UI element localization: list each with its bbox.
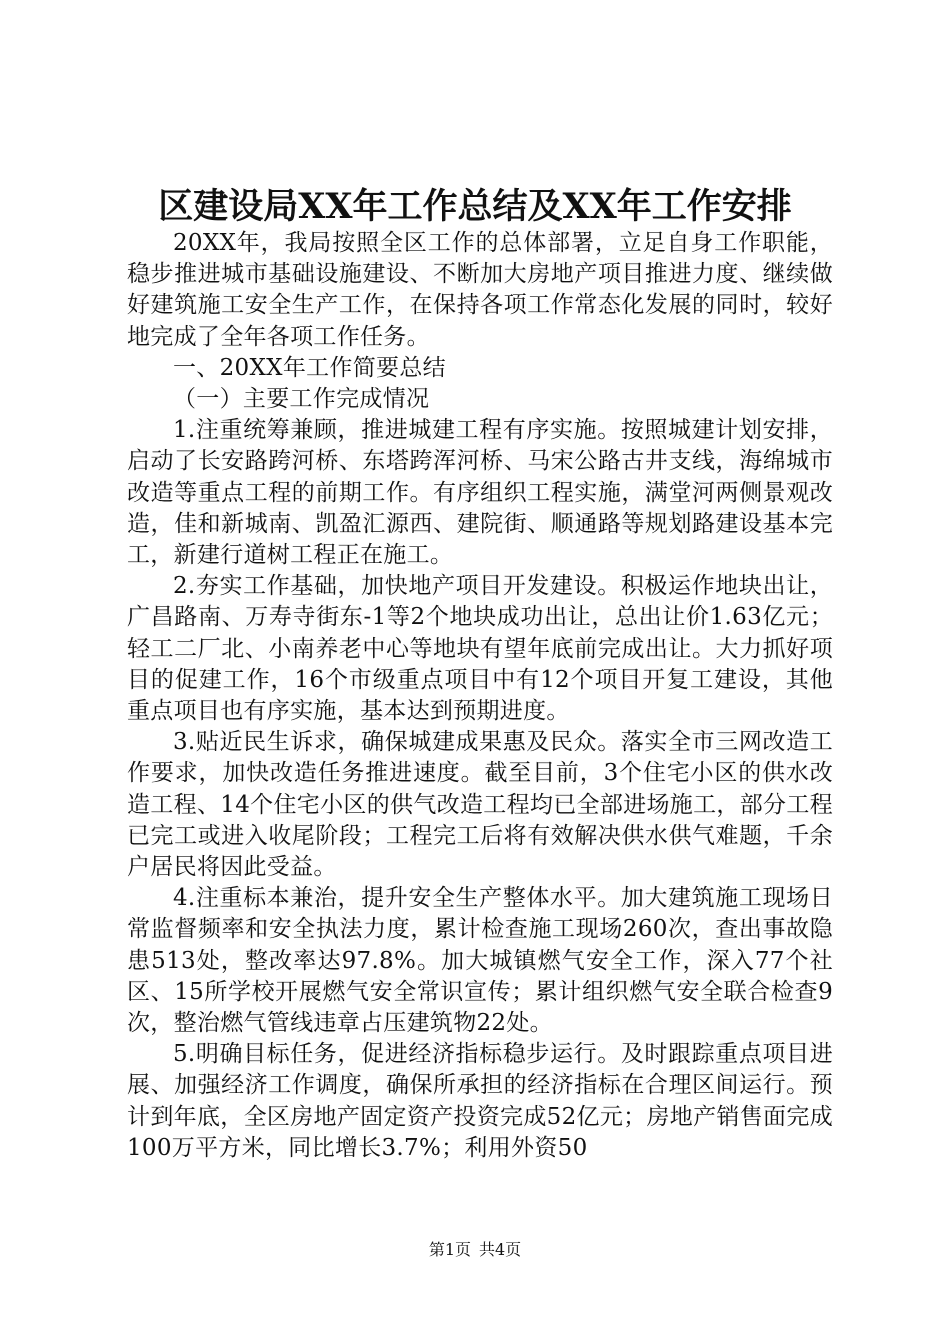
item-paragraph-1: 1.注重统筹兼顾，推进城建工程有序实施。按照城建计划安排，启动了长安路跨河桥、东塔跨浑河桥、马宋公路古井支线，海绵城市改造等重点工程的前期工作。有序组织工程实施，满堂河两侧景观改造，佳和新城南、凯盈汇源西、建院街、顺通路等规划路建设基本完工，新建行道树工程正在施工。 [127, 417, 833, 569]
item-paragraph-4: 4.注重标本兼治，提升安全生产整体水平。加大建筑施工现场日常监督频率和安全执法力度，累计检查施工现场260次，查出事故隐患513处，整改率达97.8%。加大城镇燃气安全工作，深入77个社区、15所学校开展燃气安全常识宣传；累计组织燃气安全联合检查9次，整治燃气管线违章占压建筑物22处。 [127, 885, 833, 1037]
document-title: 区建设局XX年工作总结及XX年工作安排 [158, 186, 792, 227]
item-paragraph-2: 2.夯实工作基础，加快地产项目开发建设。积极运作地块出让，广昌路南、万寿寺街东-1等2个地块成功出让，总出让价1.63亿元；轻工二厂北、小南养老中心等地块有望年底前完成出让。大力抓好项目的促建工作，16个市级重点项目中有12个项目开复工建设，其他重点项目也有序实施，基本达到预期进度。 [127, 573, 833, 725]
item-paragraph-5: 5.明确目标任务，促进经济指标稳步运行。及时跟踪重点项目进展、加强经济工作调度，确保所承担的经济指标在合理区间运行。预计到年底，全区房地产固定资产投资完成52亿元；房地产销售面完成100万平方米，同比增长3.7%；利用外资50 [127, 1041, 833, 1161]
item-paragraph-3: 3.贴近民生诉求，确保城建成果惠及民众。落实全市三网改造工作要求，加快改造任务推进速度。截至目前，3个住宅小区的供水改造工程、14个住宅小区的供气改造工程均已全部进场施工，部分工程已完工或进入收尾阶段；工程完工后将有效解决供水供气难题，千余户居民将因此受益。 [127, 729, 833, 881]
page-footer [0, 1238, 950, 1262]
subsection-heading: （一）主要工作完成情况 [173, 386, 430, 413]
page-number: 第1页 [428, 1240, 471, 1259]
section-heading: 一、20XX年工作简要总结 [173, 354, 446, 381]
intro-paragraph: 20XX年，我局按照全区工作的总体部署，立足自身工作职能，稳步推进城市基础设施建设、不断加大房地产项目推进力度、继续做好建筑施工安全生产工作，在保持各项工作常态化发展的同时，较好地完成了全年各项工作任务。 [127, 230, 833, 350]
page-total: 共4页 [479, 1240, 522, 1259]
document-body [127, 228, 833, 1164]
